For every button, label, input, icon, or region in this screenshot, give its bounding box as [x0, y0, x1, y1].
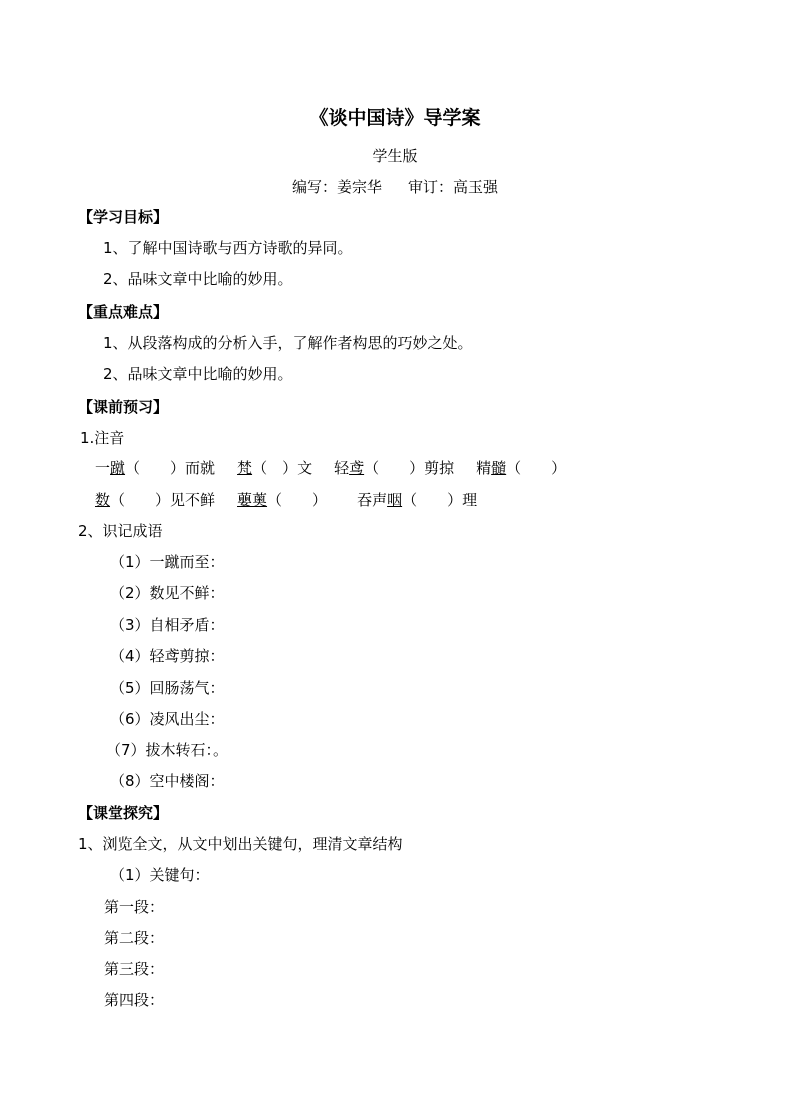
reviewer-credit: 审订：高玉强	[408, 178, 499, 196]
explore-heading: 【课堂探究】	[78, 804, 169, 822]
idiom-item: （7）拔木转石：。	[106, 741, 229, 759]
key-point-item: 2、品味文章中比喻的妙用。	[103, 365, 293, 383]
phonetic-item: 数（ ）见不鲜	[95, 491, 216, 509]
preview-heading: 【课前预习】	[78, 398, 169, 416]
idiom-title: 2、识记成语	[78, 522, 163, 540]
paragraph-item: 第一段：	[104, 898, 165, 916]
phonetic-row-1	[95, 458, 566, 478]
explore-task: 1、浏览全文，从文中划出关键句，理清文章结构	[78, 835, 403, 853]
page-subtitle: 学生版	[372, 147, 418, 165]
key-point-item: 1、从段落构成的分析入手，了解作者构思的巧妙之处。	[103, 334, 473, 352]
writer-credit: 编写：姜宗华	[291, 178, 382, 196]
idiom-item: （6）凌风出尘：	[110, 710, 225, 728]
phonetic-item: 精髓（ ）	[476, 459, 567, 477]
phonetic-item: 轻鸢（ ）剪掠	[334, 459, 455, 477]
phonetic-item: 蘡薁（ ）	[237, 491, 328, 509]
goal-item: 2、品味文章中比喻的妙用。	[103, 270, 293, 288]
phonetic-item: 一蹴（ ）而就	[95, 459, 216, 477]
phonetic-title: 1.注音	[80, 429, 125, 447]
idiom-item: （3）自相矛盾：	[110, 616, 225, 634]
goal-item: 1、了解中国诗歌与西方诗歌的异同。	[103, 239, 353, 257]
page-title: 《谈中国诗》导学案	[309, 107, 481, 129]
phonetic-item: 吞声咽（ ）理	[357, 491, 478, 509]
idiom-item: （2）数见不鲜：	[110, 584, 225, 602]
explore-sub: （1）关键句：	[110, 866, 210, 884]
goals-heading: 【学习目标】	[78, 208, 169, 226]
paragraph-item: 第二段：	[104, 929, 165, 947]
idiom-item: （5）回肠荡气：	[110, 679, 225, 697]
idiom-item: （8）空中楼阁：	[110, 772, 225, 790]
phonetic-item: 梵（ ）文	[237, 459, 313, 477]
paragraph-item: 第四段：	[104, 991, 165, 1009]
paragraph-item: 第三段：	[104, 960, 165, 978]
phonetic-row-2	[95, 490, 477, 510]
key-points-heading: 【重点难点】	[78, 303, 169, 321]
idiom-item: （4）轻鸢剪掠：	[110, 647, 225, 665]
idiom-item: （1）一蹴而至：	[110, 553, 225, 571]
authors-line	[0, 176, 790, 197]
